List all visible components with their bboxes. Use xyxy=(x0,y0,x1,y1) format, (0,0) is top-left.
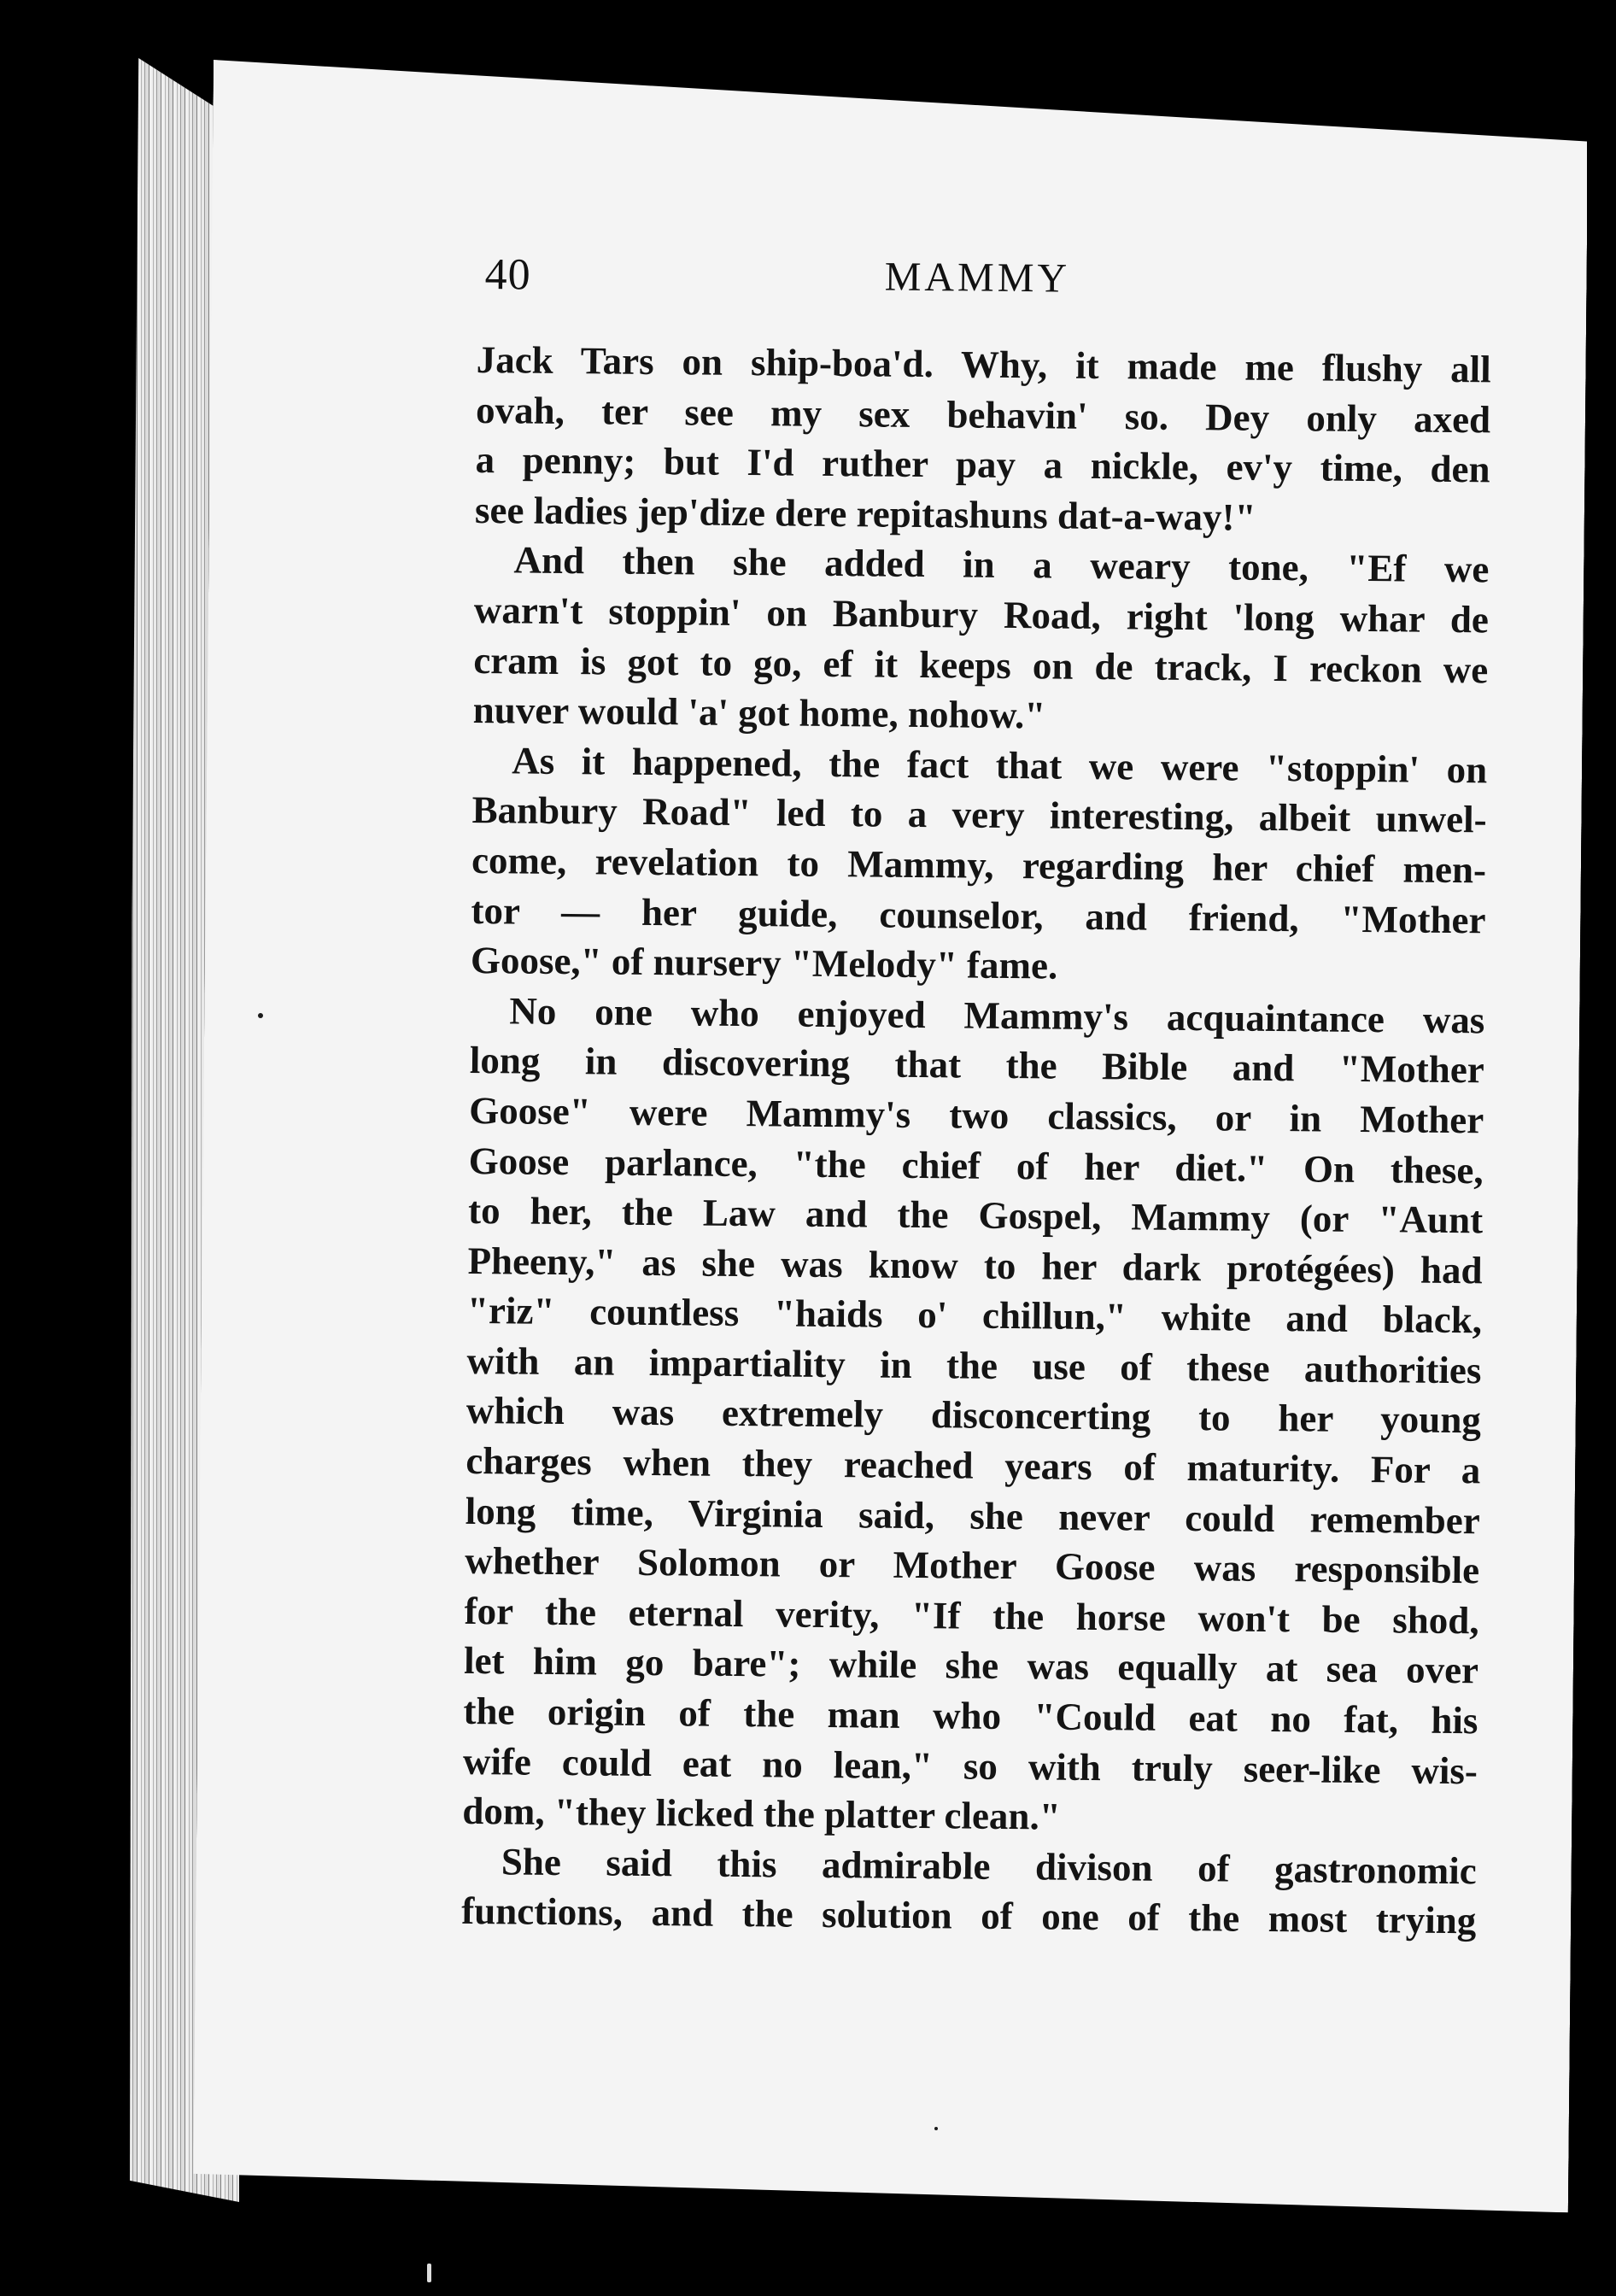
text-line: Goose" were Mammy's two classics, or in Mother xyxy=(469,1088,1484,1142)
text-line: warn't stoppin' on Banbury Road, right 'long whar de xyxy=(473,588,1490,641)
text-line: As it happened, the fact that we were "stoppin' on xyxy=(511,739,1488,792)
text-line: with an impartiality in the use of these authorities xyxy=(466,1338,1482,1392)
text-line: Goose parlance, "the chief of her diet." On these, xyxy=(468,1139,1484,1192)
text-line: No one who enjoyed Mammy's acquaintance was xyxy=(509,989,1485,1042)
dust-speck xyxy=(427,2264,431,2282)
text-line: charges when they reached years of maturity. For a xyxy=(465,1439,1481,1492)
text-line: Jack Tars on ship-boa'd. Why, it made me flushy all xyxy=(476,337,1491,391)
text-line: the origin of the man who "Could eat no fat, his xyxy=(463,1689,1478,1742)
text-line: "riz" countless "haids o' chillun," white and black, xyxy=(466,1289,1483,1342)
text-line: And then she added in a weary tone, "Ef we xyxy=(513,538,1490,591)
text-line: She said this admirable divison of gastronomic xyxy=(501,1840,1478,1893)
running-title: MAMMY xyxy=(884,254,1071,302)
text-line: let him go bare"; while she was equally at sea over xyxy=(463,1639,1479,1692)
text-line: nuver would 'a' got home, nohow." xyxy=(472,688,1046,737)
text-line: wife could eat no lean," so with truly seer-like wis- xyxy=(462,1739,1478,1792)
text-line: long time, Virginia said, she never could remember xyxy=(465,1489,1480,1542)
dust-speck xyxy=(934,2127,938,2130)
text-line: see ladies jep'dize dere repitashuns dat-a-way!" xyxy=(474,488,1256,539)
page-number: 40 xyxy=(484,249,531,300)
text-line: to her, the Law and the Gospel, Mammy (or "Aunt xyxy=(467,1189,1484,1242)
text-line: functions, and the solution of one of the most trying xyxy=(461,1889,1477,1942)
text-line: Pheeny," as she was know to her dark protégées) had xyxy=(467,1239,1483,1292)
text-line: a penny; but I'd ruther pay a nickle, ev'y time, den xyxy=(475,438,1490,491)
text-line: tor — her guide, counselor, and friend, "Mother xyxy=(471,888,1486,941)
page-header xyxy=(484,249,1134,315)
text-line: come, revelation to Mammy, regarding her chief men- xyxy=(471,838,1487,892)
text-line: Goose," of nursery "Melody" fame. xyxy=(470,939,1058,987)
body-text xyxy=(461,335,1491,1946)
text-line: Banbury Road" led to a very interesting, albeit unwel- xyxy=(471,788,1487,841)
text-line: which was extremely disconcerting to her young xyxy=(465,1389,1482,1442)
text-line: whether Solomon or Mother Goose was responsible xyxy=(464,1539,1480,1592)
text-line: ovah, ter see my sex behavin' so. Dey only axed xyxy=(475,388,1491,441)
text-line: for the eternal verity, "If the horse won't be shod, xyxy=(464,1589,1479,1643)
text-line: dom, "they licked the platter clean." xyxy=(462,1789,1061,1838)
text-line: cram is got to go, ef it keeps on de track, I reckon we xyxy=(473,638,1489,691)
dust-speck xyxy=(258,1013,263,1018)
text-line: long in discovering that the Bible and "Mother xyxy=(469,1039,1485,1092)
book-right-edge xyxy=(1587,111,1616,2246)
